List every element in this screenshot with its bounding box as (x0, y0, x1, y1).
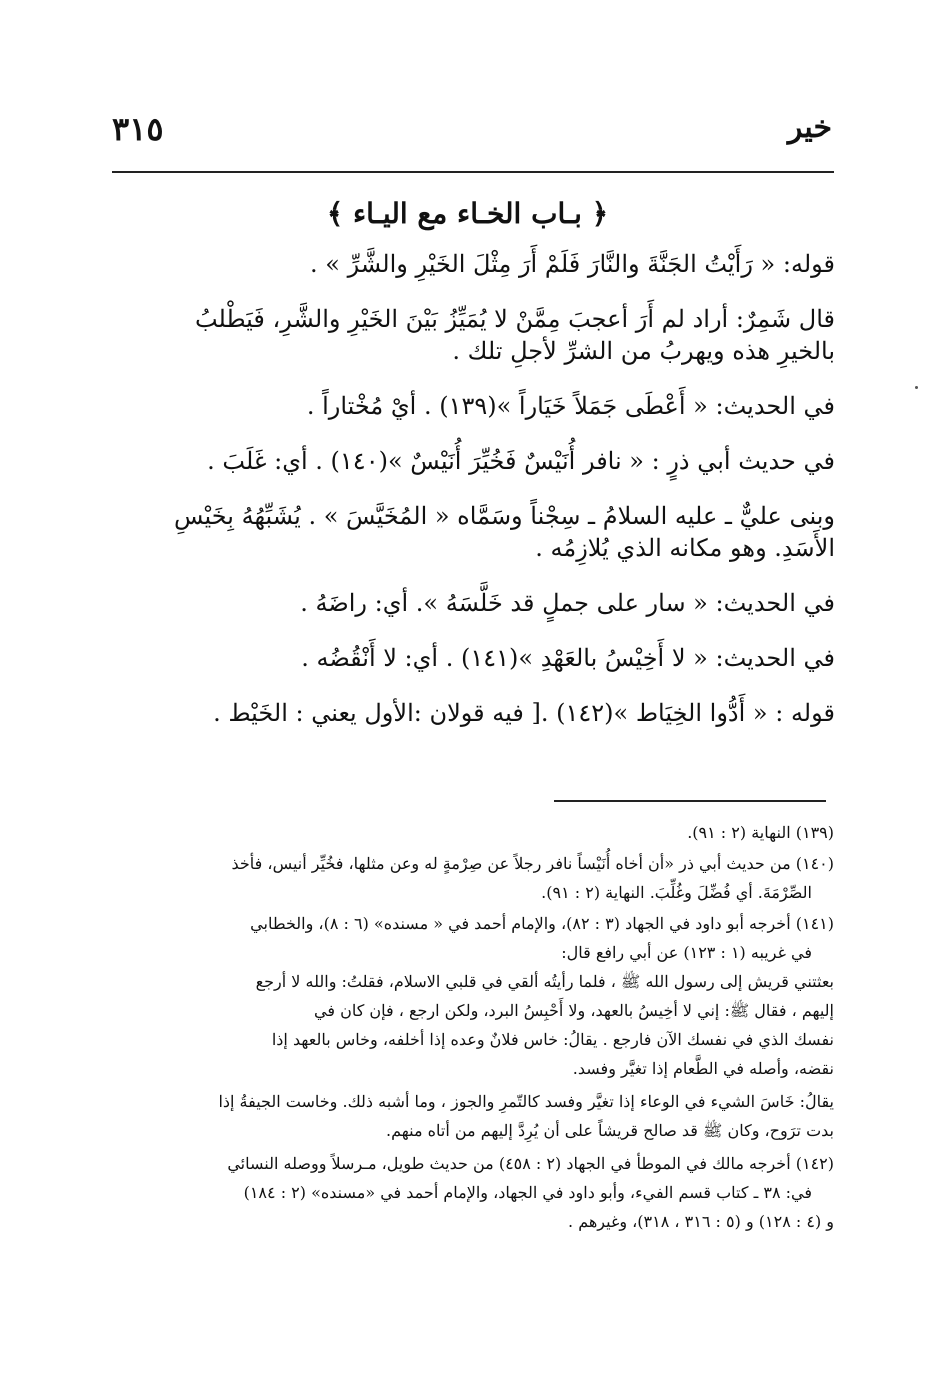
footnote-line: (١٤٢) أخرجه مالك في الموطأ في الجهاد (٢ : ٤٥٨) من حديث طويل، مـرسلاً ووصله النسائي (227, 1154, 834, 1173)
main-text (100, 192, 835, 752)
text-line: في الحديث: « أَعْطَى جَمَلاً خَيَاراً »(١٣٩) . أيْ مُخْتاراً . (306, 392, 835, 420)
footnote-line: بدت ترَوح، وكان ﷺ قد صالح قريشاً على أن يُرِدَّ إليهم من أتاه منهم. (386, 1121, 834, 1140)
paragraph (100, 587, 835, 619)
text-line: في حديث أبي ذرٍ : « نافر أُنَيْسٌ فَخُيِّرَ أُنَيْسٌ »(١٤٠) . أي: غَلَبَ . (207, 447, 835, 475)
paragraph (100, 303, 835, 367)
page-number: ٣١٥ (112, 110, 164, 148)
paragraph (100, 697, 835, 729)
running-head: خير (787, 110, 832, 145)
footnote-line: في: ٣٨ ـ كتاب قسم الفيء، وأبو داود في الجهاد، والإمام أحمد في «مسنده» (٢ : ١٨٤) (243, 1183, 812, 1202)
footnotes (112, 818, 834, 1238)
paragraph (100, 642, 835, 674)
footnote-line: (١٤١) أخرجه أبو داود في الجهاد (٣ : ٨٢)، والإمام أحمد في « مسنده» (٦ : ٨)، والخطابي (250, 914, 834, 933)
text-line: قوله : « أَدُّوا الخِيَاط »(١٤٢) .[ فيه قولان :الأول يعني : الخَيْط . (213, 699, 835, 727)
footnote-line: (١٤٠) من حديث أبي ذر «أن أخاه أُنَيْساً نافر رجلاً عن صِرْمةٍ له وعن مثلها، فخُيِّر أنيس، فأخذ (231, 854, 834, 873)
footnote-line: إليهم ، فقال ﷺ: إني لا أخِيسُ بالعهد، ولا أَحْبِسُ البرد، ولكن ارجع ، فإن كان في (314, 1001, 834, 1020)
paragraph (100, 390, 835, 422)
paragraph (100, 248, 835, 280)
footnote-line: (١٣٩) النهاية (٢ : ٩١). (687, 823, 834, 842)
footnote-141 (112, 909, 834, 1083)
text-line: في الحديث: « لا أَخِيْسُ بالعَهْدِ »(١٤١) . أي: لا أَنْقُضُه . (301, 644, 835, 672)
page-header (112, 110, 832, 160)
paragraph (100, 445, 835, 477)
text-line: قوله: « رَأَيْتُ الجَنَّةَ والنَّارَ فَلَمْ أَرَ مِثْلَ الخَيْرِ والشَّرِّ » . (310, 250, 835, 278)
paragraph (100, 500, 835, 564)
text-line: وبنى عليٌّ ـ عليه السلامُ ـ سِجْناً وسَمَّاه « المُخَيَّسَ » . يُشَبِّهُهُ بِخَيْسِ (173, 502, 835, 530)
footnote-line: نفسك الذي في نفسك الآن فارجع . يقالُ: خاس فلانٌ وعده إذا أخلفه، وخاس بالعهد إذا (271, 1030, 834, 1049)
footnote-139 (112, 818, 834, 847)
footnote-140 (112, 849, 834, 907)
scan-speck (915, 386, 918, 389)
footnote-line: في غريبه (١ : ١٢٣) عن أبي رافع قال: (561, 943, 812, 962)
text-line: بالخيرِ هذه ويهربُ من الشرِّ لأجلِ تلك . (452, 337, 835, 365)
chapter-title: ﴿ بـاب الخـاء مع اليـاء ﴾ (326, 197, 609, 230)
header-rule (112, 171, 834, 173)
footnote-rule (554, 800, 826, 802)
footnote-line: نقضه، وأصله في الطَّعام إذا تغيَّر وفسد. (572, 1059, 834, 1078)
text-line: قال شَمِرٌ: أراد لم أَرَ أعجبَ مِمَّنْ لا يُمَيِّزُ بَيْنَ الخَيْرِ والشَّرِ، فَيَطْلبُ (194, 305, 835, 333)
footnote-line: الصِّرْمَةَ. أي فُضِّلَ وغُلِّبَ. النهاية (٢ : ٩١). (541, 883, 812, 902)
text-line: الأَسَدِ. وهو مكانه الذي يُلازِمُه . (535, 534, 835, 562)
footnote-line: يقالُ: خَاسَ الشيء في الوعاء إذا تغيَّر وفسد كالتّمرِ والجوز ، وما أشبه ذلك. وخاست الجيفةُ إذا (218, 1092, 834, 1111)
footnote-142 (112, 1149, 834, 1236)
text-line: في الحديث: « سار على جملٍ قد خَلَّسَهُ ». أي: راضَهُ . (300, 589, 835, 617)
footnote-line: بعثتني قريش إلى رسول الله ﷺ ، فلما رأيتُه ألقي في قلبي الاسلام، فقلتُ: والله لا أرجع (255, 972, 834, 991)
footnote-line: و (٤ : ١٢٨) و (٥ : ٣١٦ ، ٣١٨)، وغيرهم . (568, 1212, 834, 1231)
footnote-note (112, 1087, 834, 1145)
